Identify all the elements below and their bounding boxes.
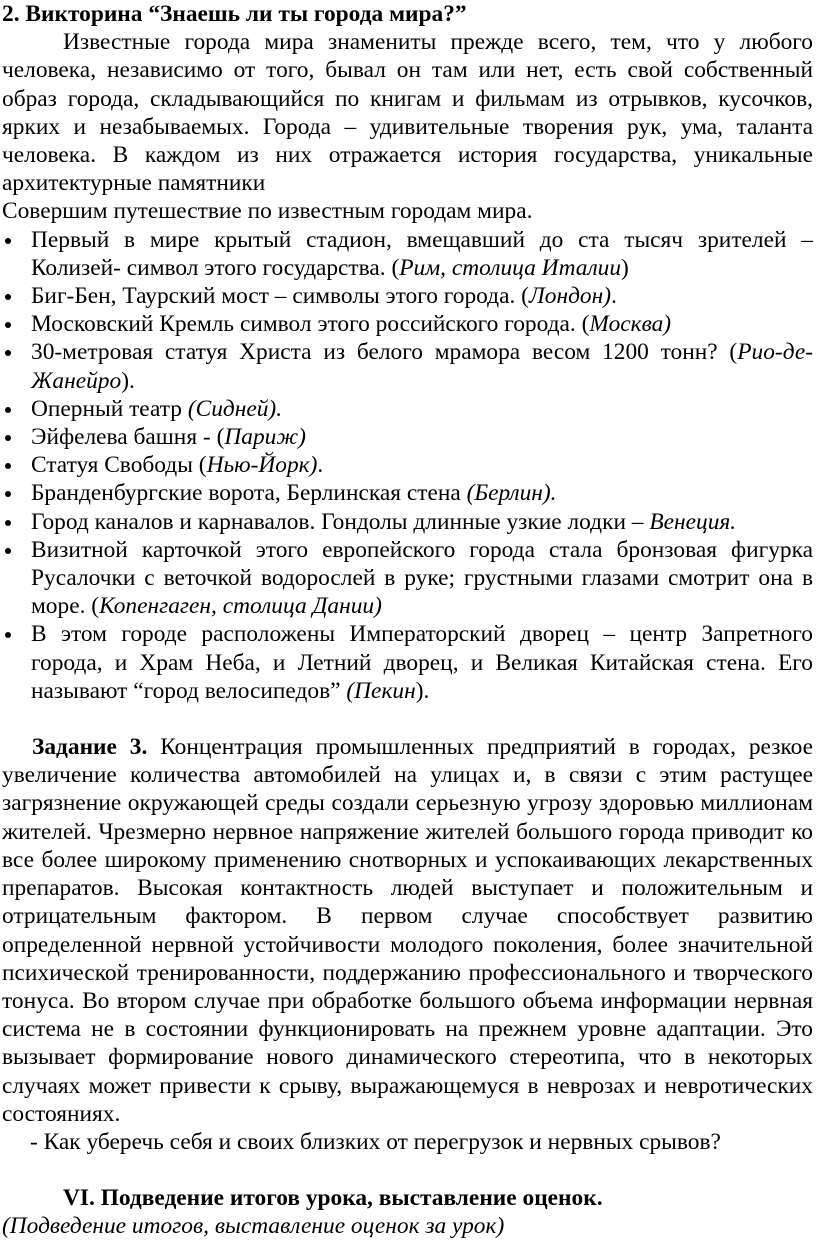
quiz-title: 2. Викторина “Знаешь ли ты города мира?”	[2, 1, 467, 27]
question-text: 30-метровая статуя Христа из белого мрамора весом 1200 тонн? (	[31, 339, 738, 366]
spacer	[2, 1156, 813, 1184]
bullet-icon	[5, 520, 11, 526]
bullet-icon	[5, 548, 11, 554]
bullet-icon	[5, 463, 11, 469]
list-item	[2, 620, 813, 705]
answer-text: Москва)	[589, 311, 672, 338]
bullet-icon	[5, 435, 11, 441]
spacer	[2, 705, 813, 733]
question-text: Бранденбургские ворота, Берлинская стена	[31, 480, 467, 507]
question-text: Московский Кремль символ этого российского города. (	[31, 311, 590, 338]
bullet-icon	[5, 322, 11, 328]
answer-text: (Берлин).	[466, 480, 557, 507]
answer-text: Париж)	[224, 424, 306, 451]
question-tail: .	[611, 283, 617, 310]
question-text: Статуя Свободы (	[31, 452, 207, 479]
question-text: Первый в мире крытый стадион, вмещавший до ста тысяч зрителей – Колизей- символ этого государства. (	[31, 226, 813, 281]
task3-text: Концентрация промышленных предприятий в городах, резкое увеличение количества автомобилей на улицах и, в связи с этим растущее загрязнение окружающей среды создали серьезную угрозу здоровью миллионам жителей. Чрезмерно нервное напряжение жителей большого города приводит ко все более широкому применению снотворных и успокаивающих лекарственных препаратов. Высокая контактность людей выступает и положительным и отрицательным фактором. В первом случае способствует развитию определенной нервной устойчивости молодого поколения, более значительной психической тренированности, поддержанию профессионального и творческого тонуса. Во втором случае при обработке большого объема информации нервная система не в состоянии функционировать на прежнем уровне адаптации. Это вызывает формирование нового динамического стереотипа, что в некоторых случаях может привести к срыву, выражающемуся в неврозах и невротических состояниях.	[2, 734, 813, 1127]
list-item	[2, 395, 813, 423]
question-text: Эйфелева башня - (	[31, 424, 225, 451]
question-text: В этом городе расположены Императорский дворец – центр Запретного города, и Храм Неба, и Летний дворец, и Великая Китайская стена. Его называют “город велосипедов”	[31, 621, 813, 704]
list-item	[2, 536, 813, 621]
section-heading: VI. Подведение итогов урока, выставление оценок.	[63, 1185, 603, 1212]
question-tail: ).	[121, 367, 135, 394]
list-item	[2, 310, 813, 338]
quiz-intro-paragraph: Известные города мира знамениты прежде всего, тем, что у любого человека, независимо от того, бывал он там или нет, есть свой собственный образ города, складывающийся по книгам и фильмам из отрывков, кусочков, ярких и незабываемых. Города – удивительные творения рук, ума, таланта человека. В каждом из них отражается история государства, уникальные архитектурные памятники	[2, 29, 813, 197]
list-item	[2, 338, 813, 394]
list-item	[2, 451, 813, 479]
task3-question: - Как уберечь себя и своих близких от перегрузок и нервных срывов?	[30, 1128, 721, 1155]
question-text: Оперный театр	[31, 395, 188, 422]
answer-text: Лондон)	[528, 283, 612, 310]
question-tail: .	[317, 452, 324, 479]
question-text: Город каналов и карнавалов. Гондолы длинные узкие лодки –	[31, 508, 650, 535]
bullet-icon	[5, 238, 11, 244]
answer-text: (Сидней).	[187, 395, 283, 422]
list-item	[2, 423, 813, 451]
answer-text: Венеция.	[649, 508, 737, 535]
question-tail: ).	[415, 677, 430, 704]
bullet-icon	[5, 294, 11, 300]
list-item	[2, 282, 813, 310]
answer-text: Рим, столица Италии	[399, 254, 622, 281]
bullet-icon	[5, 407, 11, 413]
answer-text: Рио-де-Жанейро	[31, 339, 813, 394]
list-item	[2, 508, 813, 536]
answer-text: (Пекин	[346, 677, 416, 704]
bullet-icon	[5, 632, 11, 638]
section-note: (Подведение итогов, выставление оценок за урок)	[2, 1213, 505, 1240]
question-text: Биг-Бен, Таурский мост – символы этого города. (	[31, 283, 529, 310]
list-item	[2, 226, 813, 282]
answer-text: Нью-Йорк)	[206, 452, 318, 479]
task3-paragraph	[2, 733, 813, 1128]
task3-label: Задание 3.	[32, 734, 148, 761]
list-item	[2, 479, 813, 507]
answer-text: Копенгаген, столица Дании)	[99, 593, 382, 620]
quiz-question-list	[2, 226, 813, 705]
question-tail: )	[621, 254, 629, 281]
bullet-icon	[5, 491, 11, 497]
bullet-icon	[5, 350, 11, 356]
question-text: Визитной карточкой этого европейского города стала бронзовая фигурка Русалочки с веточкой водорослей в руке; грустными глазами смотрит она в море. (	[31, 536, 813, 620]
quiz-lead-sentence: Совершим путешествие по известным городам мира.	[2, 198, 533, 225]
